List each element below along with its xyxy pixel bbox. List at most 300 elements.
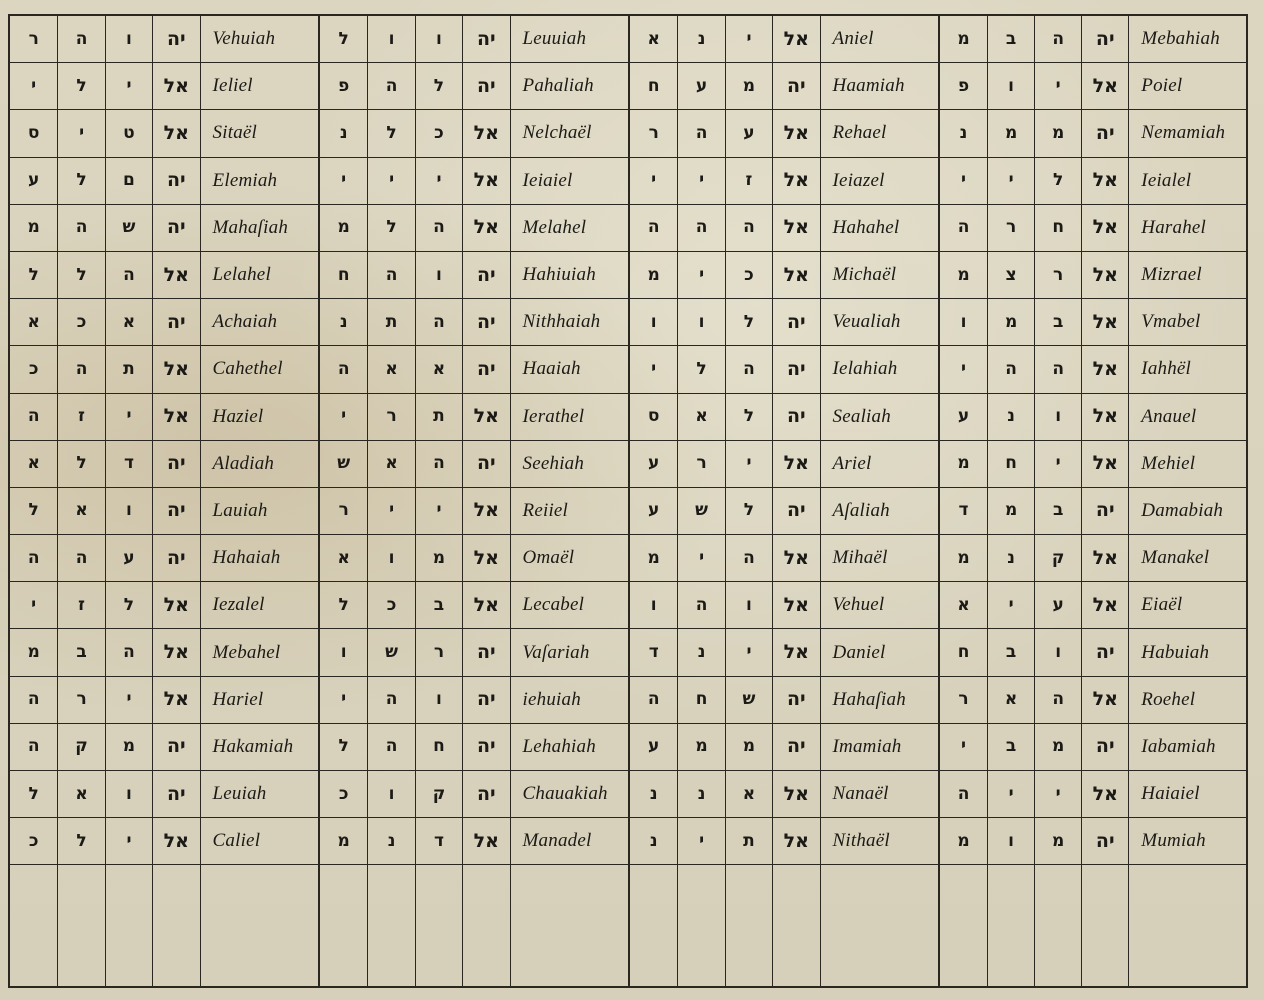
angel-name: Caliel bbox=[200, 818, 318, 865]
glyph-cell bbox=[677, 252, 724, 299]
glyph-cell bbox=[772, 488, 819, 535]
letter-glyph: אל bbox=[1092, 310, 1118, 333]
letter-glyph: ה bbox=[433, 453, 445, 474]
glyph-cell bbox=[940, 394, 987, 441]
glyph-cell bbox=[1081, 346, 1128, 393]
letter-glyph: יה bbox=[167, 499, 186, 522]
letter-glyph: יה bbox=[167, 216, 186, 239]
letter-glyph: י bbox=[699, 264, 705, 285]
table-block-4 bbox=[938, 16, 1248, 986]
angel-name: Lehahiah bbox=[510, 724, 628, 771]
letter-glyph: יה bbox=[167, 735, 186, 758]
glyph-cell bbox=[57, 205, 104, 252]
glyph-cell bbox=[630, 16, 677, 63]
letter-glyph: י bbox=[79, 122, 85, 143]
letter-glyph: אל bbox=[783, 452, 809, 475]
angel-name: Nelchaël bbox=[510, 110, 628, 157]
letter-glyph: ה bbox=[433, 217, 445, 238]
letter-glyph: ר bbox=[1005, 217, 1017, 238]
glyph-cell bbox=[987, 16, 1034, 63]
letter-glyph: אל bbox=[1092, 546, 1118, 569]
glyph-cell bbox=[320, 818, 367, 865]
glyph-cell bbox=[772, 677, 819, 724]
angel-name: Omaël bbox=[510, 535, 628, 582]
letter-glyph: ח bbox=[433, 736, 445, 757]
glyph-cell bbox=[57, 771, 104, 818]
table-block-3 bbox=[628, 16, 938, 986]
letter-glyph: ל bbox=[338, 736, 349, 757]
letter-glyph: אל bbox=[473, 829, 499, 852]
angel-name: Manadel bbox=[510, 818, 628, 865]
letter-glyph: אל bbox=[1092, 216, 1118, 239]
letter-glyph: ה bbox=[27, 406, 40, 427]
letter-glyph: מ bbox=[957, 28, 970, 49]
angel-name: Cahethel bbox=[200, 346, 318, 393]
letter-glyph: ה bbox=[75, 547, 88, 568]
letter-glyph: מ bbox=[27, 217, 40, 238]
angel-name: Nithhaiah bbox=[510, 299, 628, 346]
glyph-cell bbox=[725, 158, 772, 205]
letter-glyph: ק bbox=[1051, 547, 1065, 568]
letter-glyph: ו bbox=[1055, 642, 1062, 663]
glyph-cell bbox=[1034, 158, 1081, 205]
letter-glyph: נ bbox=[1007, 547, 1015, 568]
glyph-cell bbox=[320, 394, 367, 441]
letter-glyph: יה bbox=[167, 452, 186, 475]
letter-glyph: ו bbox=[388, 28, 395, 49]
letter-glyph: ע bbox=[743, 122, 755, 143]
letter-glyph: א bbox=[122, 311, 136, 332]
letter-glyph: ו bbox=[126, 500, 132, 521]
letter-glyph: א bbox=[957, 594, 970, 615]
letter-glyph: ל bbox=[386, 122, 397, 143]
glyph-cell bbox=[677, 629, 724, 676]
letter-glyph: ו bbox=[126, 783, 132, 804]
letter-glyph: י bbox=[1055, 75, 1061, 96]
empty-cell bbox=[1128, 865, 1246, 986]
letter-glyph: י bbox=[746, 28, 752, 49]
letter-glyph: נ bbox=[387, 830, 396, 851]
glyph-cell bbox=[415, 63, 462, 110]
glyph-cell bbox=[367, 299, 414, 346]
angel-name: Lelahel bbox=[200, 252, 318, 299]
letter-glyph: כ bbox=[434, 122, 444, 143]
letter-glyph: יה bbox=[477, 74, 496, 97]
letter-glyph: ה bbox=[647, 689, 660, 710]
empty-cell bbox=[630, 865, 677, 986]
glyph-cell bbox=[772, 252, 819, 299]
glyph-cell bbox=[10, 441, 57, 488]
letter-glyph: י bbox=[31, 75, 37, 96]
glyph-cell bbox=[1081, 629, 1128, 676]
glyph-cell bbox=[415, 16, 462, 63]
letter-glyph: אל bbox=[783, 216, 809, 239]
letter-glyph: ב bbox=[1005, 642, 1017, 663]
glyph-cell bbox=[10, 16, 57, 63]
letter-glyph: ב bbox=[76, 642, 87, 663]
letter-glyph: ר bbox=[958, 689, 969, 710]
glyph-cell bbox=[462, 771, 509, 818]
glyph-cell bbox=[462, 110, 509, 157]
glyph-cell bbox=[1034, 205, 1081, 252]
glyph-cell bbox=[987, 299, 1034, 346]
angel-name: Eiaël bbox=[1128, 582, 1246, 629]
glyph-cell bbox=[152, 488, 199, 535]
glyph-cell bbox=[725, 16, 772, 63]
letter-glyph: ר bbox=[76, 689, 87, 710]
glyph-cell bbox=[677, 205, 724, 252]
letter-glyph: ל bbox=[386, 217, 397, 238]
letter-glyph: אל bbox=[783, 782, 809, 805]
glyph-cell bbox=[725, 771, 772, 818]
glyph-cell bbox=[10, 488, 57, 535]
glyph-cell bbox=[677, 63, 724, 110]
glyph-cell bbox=[152, 205, 199, 252]
glyph-cell bbox=[630, 677, 677, 724]
angel-name: Hahaſiah bbox=[820, 677, 938, 724]
glyph-cell bbox=[152, 771, 199, 818]
glyph-cell bbox=[630, 299, 677, 346]
letter-glyph: מ bbox=[1004, 311, 1018, 332]
letter-glyph: ל bbox=[76, 453, 87, 474]
letter-glyph: י bbox=[961, 170, 967, 191]
glyph-cell bbox=[462, 535, 509, 582]
letter-glyph: ז bbox=[78, 406, 85, 427]
letter-glyph: אל bbox=[783, 829, 809, 852]
letter-glyph: ר bbox=[433, 642, 445, 663]
glyph-cell bbox=[772, 16, 819, 63]
glyph-cell bbox=[10, 158, 57, 205]
angel-name: Haaiah bbox=[510, 346, 628, 393]
glyph-cell bbox=[152, 299, 199, 346]
letter-glyph: ה bbox=[75, 358, 88, 379]
glyph-cell bbox=[415, 677, 462, 724]
glyph-cell bbox=[940, 158, 987, 205]
letter-glyph: י bbox=[341, 170, 347, 191]
letter-glyph: אל bbox=[163, 641, 189, 664]
letter-glyph: ה bbox=[123, 264, 135, 285]
glyph-cell bbox=[105, 16, 152, 63]
glyph-cell bbox=[152, 394, 199, 441]
letter-glyph: ל bbox=[76, 170, 87, 191]
letter-glyph: ב bbox=[1005, 736, 1017, 757]
glyph-cell bbox=[152, 158, 199, 205]
glyph-cell bbox=[987, 629, 1034, 676]
letter-glyph: ש bbox=[122, 217, 136, 238]
letter-glyph: י bbox=[126, 830, 132, 851]
letter-glyph: ו bbox=[650, 594, 657, 615]
letter-glyph: יה bbox=[477, 452, 496, 475]
angel-name: Haamiah bbox=[820, 63, 938, 110]
glyph-cell bbox=[57, 110, 104, 157]
letter-glyph: אל bbox=[1092, 688, 1118, 711]
empty-cell bbox=[1034, 865, 1081, 986]
glyph-cell bbox=[1034, 535, 1081, 582]
letter-glyph: יה bbox=[167, 27, 186, 50]
letter-glyph: י bbox=[1055, 453, 1061, 474]
letter-glyph: ו bbox=[960, 311, 967, 332]
letter-glyph: מ bbox=[432, 547, 446, 568]
letter-glyph: צ bbox=[1005, 264, 1017, 285]
letter-glyph: ל bbox=[433, 75, 445, 96]
glyph-cell bbox=[630, 771, 677, 818]
empty-cell bbox=[510, 865, 628, 986]
letter-glyph: ל bbox=[338, 28, 349, 49]
letter-glyph: פ bbox=[957, 75, 970, 96]
letter-glyph: אל bbox=[783, 546, 809, 569]
glyph-cell bbox=[725, 818, 772, 865]
letter-glyph: ז bbox=[78, 594, 85, 615]
glyph-cell bbox=[152, 110, 199, 157]
empty-cell bbox=[1081, 865, 1128, 986]
glyph-cell bbox=[772, 63, 819, 110]
letter-glyph: י bbox=[1055, 783, 1061, 804]
glyph-cell bbox=[105, 677, 152, 724]
glyph-cell bbox=[367, 441, 414, 488]
glyph-cell bbox=[57, 629, 104, 676]
letter-glyph: ת bbox=[385, 311, 398, 332]
glyph-cell bbox=[415, 299, 462, 346]
angel-name: Vmabel bbox=[1128, 299, 1246, 346]
angel-name: Vehuiah bbox=[200, 16, 318, 63]
glyph-cell bbox=[367, 110, 414, 157]
letter-glyph: י bbox=[341, 689, 347, 710]
letter-glyph: אל bbox=[783, 169, 809, 192]
glyph-cell bbox=[57, 299, 104, 346]
glyph-cell bbox=[152, 818, 199, 865]
letter-glyph: ד bbox=[123, 453, 134, 474]
letter-glyph: יה bbox=[477, 782, 496, 805]
glyph-cell bbox=[462, 582, 509, 629]
letter-glyph: כ bbox=[386, 594, 397, 615]
glyph-cell bbox=[1081, 252, 1128, 299]
glyph-cell bbox=[320, 582, 367, 629]
glyph-cell bbox=[57, 16, 104, 63]
letter-glyph: אל bbox=[1092, 405, 1118, 428]
glyph-cell bbox=[677, 346, 724, 393]
letter-glyph: כ bbox=[28, 358, 39, 379]
letter-glyph: ל bbox=[76, 830, 87, 851]
angel-name: Mizrael bbox=[1128, 252, 1246, 299]
glyph-cell bbox=[1081, 63, 1128, 110]
letter-glyph: אל bbox=[783, 593, 809, 616]
glyph-cell bbox=[987, 771, 1034, 818]
glyph-cell bbox=[105, 252, 152, 299]
empty-cell bbox=[772, 865, 819, 986]
glyph-cell bbox=[677, 299, 724, 346]
glyph-cell bbox=[320, 629, 367, 676]
glyph-cell bbox=[630, 158, 677, 205]
letter-glyph: י bbox=[389, 170, 395, 191]
letter-glyph: מ bbox=[695, 736, 708, 757]
glyph-cell bbox=[1081, 158, 1128, 205]
letter-glyph: ה bbox=[743, 217, 755, 238]
glyph-cell bbox=[1034, 346, 1081, 393]
glyph-cell bbox=[152, 16, 199, 63]
letter-glyph: ה bbox=[743, 547, 755, 568]
glyph-cell bbox=[10, 582, 57, 629]
glyph-cell bbox=[415, 252, 462, 299]
angel-name: Iabamiah bbox=[1128, 724, 1246, 771]
letter-glyph: א bbox=[647, 28, 660, 49]
glyph-cell bbox=[630, 252, 677, 299]
letter-glyph: ל bbox=[28, 783, 39, 804]
letter-glyph: ה bbox=[957, 217, 970, 238]
letter-glyph: י bbox=[436, 170, 442, 191]
glyph-cell bbox=[1081, 394, 1128, 441]
letter-glyph: ת bbox=[123, 358, 135, 379]
letter-glyph: א bbox=[385, 453, 398, 474]
glyph-cell bbox=[57, 677, 104, 724]
angel-name: Seehiah bbox=[510, 441, 628, 488]
glyph-cell bbox=[772, 724, 819, 771]
letter-glyph: ה bbox=[433, 311, 445, 332]
letter-glyph: אל bbox=[783, 641, 809, 664]
glyph-cell bbox=[367, 63, 414, 110]
glyph-cell bbox=[1034, 818, 1081, 865]
glyph-cell bbox=[10, 63, 57, 110]
glyph-cell bbox=[940, 299, 987, 346]
letter-glyph: נ bbox=[697, 783, 706, 804]
glyph-cell bbox=[152, 629, 199, 676]
glyph-cell bbox=[940, 771, 987, 818]
glyph-cell bbox=[987, 158, 1034, 205]
glyph-cell bbox=[987, 63, 1034, 110]
angel-names-table bbox=[8, 14, 1248, 988]
letter-glyph: ל bbox=[28, 500, 39, 521]
angel-name: Hariel bbox=[200, 677, 318, 724]
glyph-cell bbox=[10, 535, 57, 582]
glyph-cell bbox=[367, 158, 414, 205]
letter-glyph: ר bbox=[28, 28, 39, 49]
letter-glyph: ה bbox=[1005, 358, 1017, 379]
glyph-cell bbox=[105, 724, 152, 771]
glyph-cell bbox=[10, 724, 57, 771]
letter-glyph: ר bbox=[1053, 264, 1064, 285]
glyph-cell bbox=[462, 724, 509, 771]
angel-name: Anauel bbox=[1128, 394, 1246, 441]
letter-glyph: אל bbox=[473, 216, 499, 239]
letter-glyph: ו bbox=[650, 311, 657, 332]
glyph-cell bbox=[772, 771, 819, 818]
glyph-cell bbox=[725, 535, 772, 582]
letter-glyph: יה bbox=[787, 735, 806, 758]
glyph-cell bbox=[462, 488, 509, 535]
letter-glyph: יה bbox=[1095, 499, 1115, 522]
letter-glyph: ה bbox=[75, 217, 88, 238]
glyph-cell bbox=[772, 582, 819, 629]
glyph-cell bbox=[630, 63, 677, 110]
letter-glyph: ו bbox=[436, 264, 442, 285]
glyph-cell bbox=[415, 629, 462, 676]
glyph-cell bbox=[10, 252, 57, 299]
letter-glyph: ם bbox=[123, 170, 135, 191]
letter-glyph: ל bbox=[123, 594, 135, 615]
angel-name: Iahhël bbox=[1128, 346, 1246, 393]
glyph-cell bbox=[367, 677, 414, 724]
angel-name: Ierathel bbox=[510, 394, 628, 441]
glyph-cell bbox=[57, 394, 104, 441]
letter-glyph: ח bbox=[647, 75, 660, 96]
glyph-cell bbox=[415, 158, 462, 205]
glyph-cell bbox=[940, 346, 987, 393]
letter-glyph: ה bbox=[385, 736, 398, 757]
glyph-cell bbox=[987, 677, 1034, 724]
glyph-cell bbox=[415, 110, 462, 157]
glyph-cell bbox=[725, 488, 772, 535]
letter-glyph: יה bbox=[477, 263, 496, 286]
letter-glyph: אל bbox=[163, 593, 189, 616]
angel-name: Hakamiah bbox=[200, 724, 318, 771]
glyph-cell bbox=[320, 535, 367, 582]
empty-cell bbox=[105, 865, 152, 986]
glyph-cell bbox=[367, 771, 414, 818]
letter-glyph: אל bbox=[783, 263, 809, 286]
glyph-cell bbox=[1034, 16, 1081, 63]
glyph-cell bbox=[105, 63, 152, 110]
letter-glyph: י bbox=[126, 75, 132, 96]
letter-glyph: אל bbox=[1092, 782, 1118, 805]
empty-cell bbox=[10, 865, 57, 986]
letter-glyph: יה bbox=[1095, 735, 1115, 758]
letter-glyph: כ bbox=[744, 264, 754, 285]
angel-name: Hahaiah bbox=[200, 535, 318, 582]
glyph-cell bbox=[1034, 771, 1081, 818]
angel-name: Ariel bbox=[820, 441, 938, 488]
letter-glyph: אל bbox=[163, 688, 189, 711]
glyph-cell bbox=[677, 394, 724, 441]
empty-cell bbox=[320, 865, 367, 986]
angel-name: Veualiah bbox=[820, 299, 938, 346]
letter-glyph: נ bbox=[339, 311, 348, 332]
glyph-cell bbox=[105, 535, 152, 582]
glyph-cell bbox=[1034, 299, 1081, 346]
glyph-cell bbox=[725, 299, 772, 346]
glyph-cell bbox=[462, 63, 509, 110]
glyph-cell bbox=[105, 771, 152, 818]
letter-glyph: א bbox=[75, 783, 88, 804]
glyph-cell bbox=[940, 63, 987, 110]
glyph-cell bbox=[630, 441, 677, 488]
letter-glyph: ע bbox=[648, 453, 660, 474]
glyph-cell bbox=[940, 677, 987, 724]
letter-glyph: יה bbox=[167, 310, 186, 333]
letter-glyph: ו bbox=[1008, 75, 1015, 96]
letter-glyph: ה bbox=[1052, 28, 1065, 49]
letter-glyph: כ bbox=[28, 830, 39, 851]
letter-glyph: יה bbox=[787, 688, 806, 711]
glyph-cell bbox=[772, 535, 819, 582]
letter-glyph: י bbox=[651, 170, 657, 191]
letter-glyph: א bbox=[432, 358, 446, 379]
glyph-cell bbox=[10, 205, 57, 252]
empty-cell bbox=[57, 865, 104, 986]
letter-glyph: אל bbox=[1092, 452, 1118, 475]
glyph-cell bbox=[320, 441, 367, 488]
glyph-cell bbox=[630, 629, 677, 676]
letter-glyph: י bbox=[389, 500, 395, 521]
angel-name: Daniel bbox=[820, 629, 938, 676]
letter-glyph: ר bbox=[386, 406, 397, 427]
glyph-cell bbox=[367, 488, 414, 535]
glyph-cell bbox=[10, 677, 57, 724]
glyph-cell bbox=[367, 394, 414, 441]
letter-glyph: י bbox=[1008, 594, 1014, 615]
letter-glyph: י bbox=[1008, 783, 1014, 804]
glyph-cell bbox=[320, 252, 367, 299]
letter-glyph: ב bbox=[1052, 311, 1064, 332]
letter-glyph: אל bbox=[1092, 169, 1118, 192]
